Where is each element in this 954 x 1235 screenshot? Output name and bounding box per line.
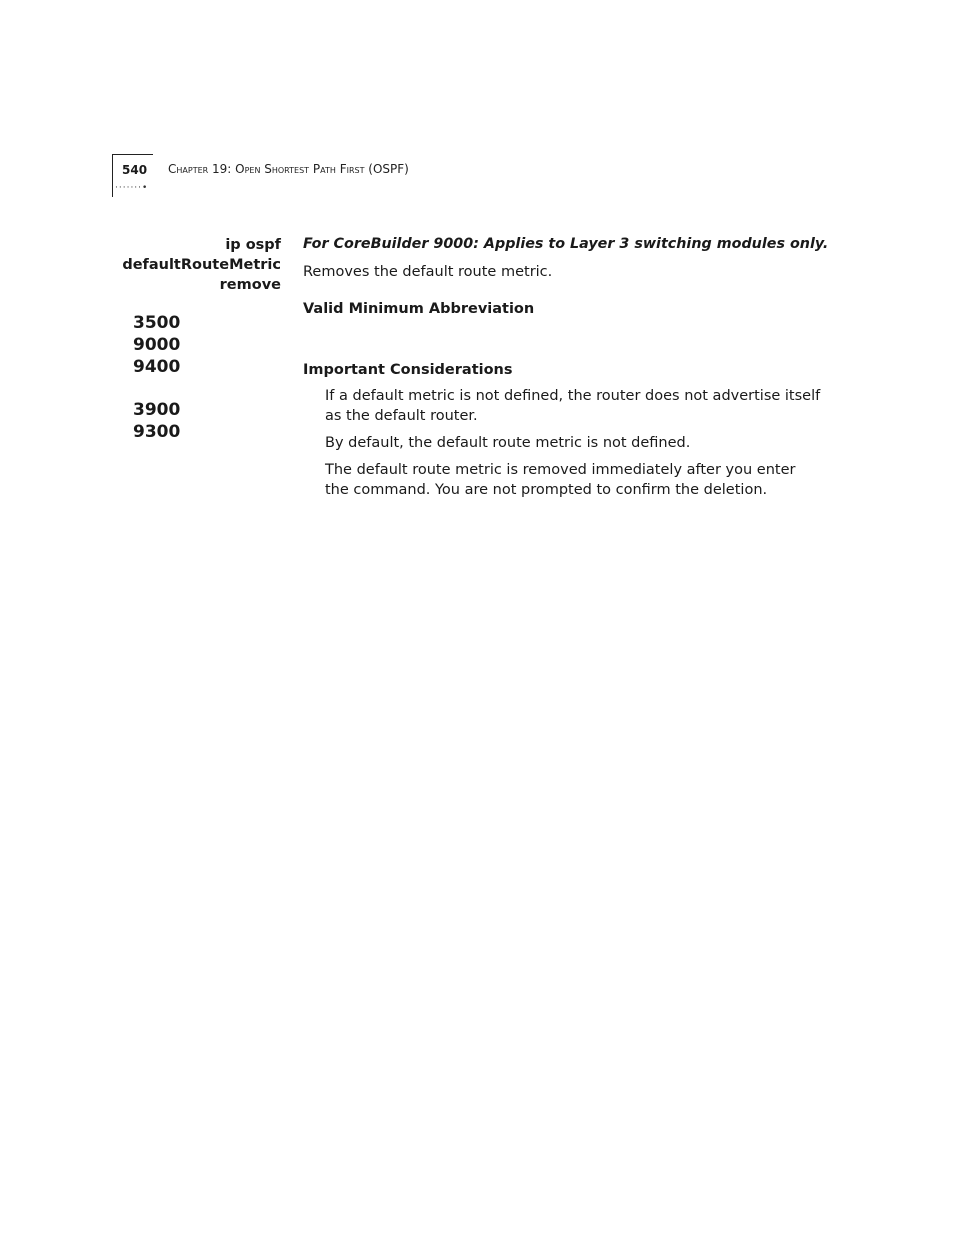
page-number-box bbox=[112, 154, 153, 197]
valid-min-abbrev-heading: Valid Minimum Abbreviation bbox=[303, 301, 535, 317]
consideration-item: By default, the default route metric is not defined. bbox=[325, 435, 691, 451]
platform-9000: 9000 bbox=[133, 335, 181, 355]
platform-list bbox=[133, 312, 180, 443]
consideration-item: If a default metric is not defined, the router does not advertise itself as the default router. bbox=[325, 388, 821, 424]
page-number: 540 bbox=[122, 163, 148, 177]
platform-group-2 bbox=[133, 399, 180, 443]
platform-group-1 bbox=[133, 312, 180, 378]
platform-3900: 3900 bbox=[133, 400, 181, 420]
platform-3500: 3500 bbox=[133, 313, 181, 333]
important-considerations-heading: Important Considerations bbox=[303, 362, 513, 378]
command-name bbox=[100, 235, 281, 295]
consideration-item: The default route metric is removed immediately after you enter the command. You are not prompted to confirm the deletion. bbox=[325, 462, 796, 498]
command-description bbox=[303, 235, 829, 507]
description: Removes the default route metric. bbox=[303, 264, 553, 280]
platform-9400: 9400 bbox=[133, 357, 181, 377]
command-line-1: ip ospf bbox=[225, 237, 281, 253]
platform-9300: 9300 bbox=[133, 422, 181, 442]
chapter-title: Chapter 19: Open Shortest Path First (OSPF) bbox=[168, 162, 409, 176]
command-line-2: defaultRouteMetric bbox=[122, 257, 281, 273]
considerations-list bbox=[325, 386, 823, 500]
command-line-3: remove bbox=[219, 277, 281, 293]
decorative-dots: ·······• bbox=[115, 183, 149, 193]
page-header bbox=[112, 154, 442, 198]
applies-to-note: For CoreBuilder 9000: Applies to Layer 3 switching modules only. bbox=[303, 236, 829, 252]
